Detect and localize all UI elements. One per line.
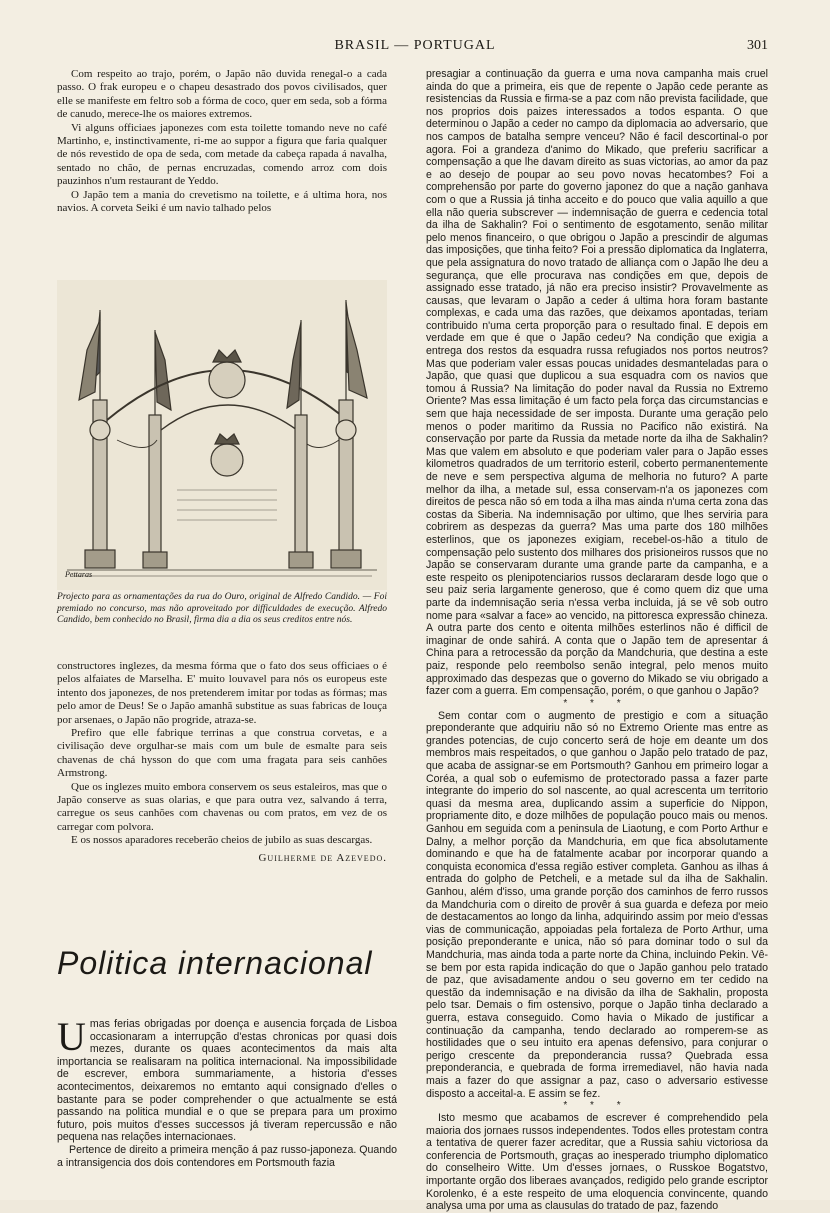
section-separator: * * * — [563, 1100, 631, 1112]
section-separator: * * * — [563, 697, 631, 709]
paragraph: Vi alguns officiaes japonezes com esta toilette tomando neve no café Martinho, e, instinctivamente, ri-me ao suppor a figura que faria qualquer de nós revestido de opa de seda, com metade da cabeça rapada á navalha, sentado no chão, de pernas encruzadas, comendo arroz com dois pauzinhos n'um restaurant de Yeddo. — [57, 121, 387, 188]
paragraph: Isto mesmo que acabamos de escrever é comprehendido pela maioria dos jornaes russos independentes. Todos elles protestam contra a tentativa de querer fazer acreditar, que a Russia sahiu victoriosa da conferencia de Portsmouth, graças ao inesperado triumpho diplomatico do conselheiro Witte. Um d'esses jornaes, o Russkoe Bogatstvo, importante orgão dos liberaes avançados, redigido pelo grande escriptor Korolenko, é a este respeito de uma eloquencia convincente, quando analysa uma por uma as clausulas do tratado de paz, fazendo — [426, 1112, 768, 1213]
section-title: Politica internacional — [57, 945, 373, 981]
page-number: 301 — [747, 38, 768, 53]
drop-cap: U — [57, 1014, 86, 1059]
paragraph: constructores inglezes, da mesma fórma que o fato dos seus officiaes o é pelos alfaiates de Marselha. E' muito louvavel para nós os europeus este intento dos japonezes, de nos pretenderem imitar por todas as fórmas; mas pelo amor de Deus! Se o Japão amanhã substitue as suas fabricas de louça por arsenaes, o Japão não progride, atraza-se. — [57, 660, 387, 726]
engraving-drawing — [57, 280, 387, 590]
figure-caption — [57, 592, 387, 627]
artist-signature: Pettaras — [65, 570, 93, 579]
paragraph: Com respeito ao trajo, porém, o Japão não duvida renegal-o a cada passo. O frak europeu e o chapeu desastrado dos povos civilisados, quer elle se manifeste em feltro sob a fórma de coco, quer em seda, sob a fórma de canudo, merece-lhe os maiores extremos. — [57, 68, 387, 121]
paragraph: E os nossos aparadores receberão cheios de jubilo as suas descargas. — [71, 834, 373, 847]
paragraph: presagiar a continuação da guerra e uma nova campanha mais cruel ainda do que a primeira, eis que de repente o Japão cede perante as resistencias da Russia e firma-se a paz com não prevista facilidade, que nos proprios dois paizes interessados a todos espanta. O que determinou o Japão a ceder no campo da diplomacia ao adversario, que nos campos de batalha sempre venceu? Não é facil descortinal-o por agora. Foi a grandeza d'animo do Mikado, que preferiu sacrificar a compensação a que lhe davam direito as suas victorias, ao amor da paz e ao desejo de poupar ao seu povo novas hecatombes? Foi a comprehensão por parte do governo japonez do que a nação ganhava com o que a Russia já tinha acceito e do pouco que valia aquillo a que ella não queria subscrever — indemnisação de guerra e cedencia total da ilha de Sakhalin? Foi o sentimento de esgotamento, senão militar pelo menos financeiro, o que obrigou o Japão a prescindir de algumas das imposições, que tinha feito? Foi a pressão diplomatica da Inglaterra, que pela assignatura do novo tratado de alliança com o Japão lhe deu a segurança, que elle procurava nas condições em que, depois de assignado esse tratado, já não era preciso insistir? Provavelmente as causas, que levaram o Japão a ceder á ultima hora foram bastante complexas, e cada uma das razões, que deixamos apontadas, teriam contribuido n'uma certa proporção para o resultado final. E depois em verdade em que é que o Japão cedeu? Na condição que exigia a entrega dos restos da esquadra russa refugiados nos portos neutros? Mas que poderiam valer essas poucas unidades desmanteladas para o Japão, que quasi que duplicou a sua esquadra com os navios que tomou á Russia? Na limitação do poder naval da Russia no Extremo Oriente? Mas essa limitação é um facto pela força das circumstancias e sem que haja necessidade de ser imposta. Durante uma geração pelo menos o poder maritimo da Russia no Pacifico não existirá. Na conservação por parte da Russia da metade norte da ilha de Sakhalin? Mas que valem em absoluto e que poderiam valer para o Japão esses kilometros quadrados de um territorio esteril, coberto permanentemente de neve e sem perspectiva alguma de melhoria no futuro? A parte melhor da ilha, a metade sul, essa conservam-n'a os japonezes com direitos de pesca não só em toda a ilha mas ainda n'uma certa zona das costas da Siberia. Na indemnisação por ultimo, que lhes serviria para cobrirem as despezas da guerra? Mas uma parte dos 180 milhões esterlinos, que os japonezes exigiam, recebel-os-hão a titulo de compensação pelo sustento dos milhares dos prisioneiros russos que no Japão se conservaram durante uma grande parte da campanha, e a este respeito os plenipotenciarios russos declararam desde logo que o seu paiz seria largamente generoso, que é como quem diz que uma parte da indemnisação seria n'essa verba incluida, já se vê sob outro nome para «salvar a face» ao vencido, na pittoresca expressão chineza. A outra parte dos cento e oitenta milhões esterlinos não é difficil de imaginar de onde sahirá. A conta que o Japão tem de apresentar á China para a retrocessão da porção da Mandchuria, que destina a este paiz, responde pelo reembolso senão integral, pelo menos muito approximado das despezas que o governo do Mikado se viu obrigado a fazer com a guerra. Em compensação, porém, o que ganhou o Japão? — [426, 68, 768, 698]
paragraph: O Japão tem a mania do crevetismo na toilette, e á ultima hora, nos navios. A corveta Seiki é um navio talhado pelos — [57, 188, 387, 215]
article-paragraph: mas ferias obrigadas por doença e ausencia forçada de Lisboa occasionaram a interrupção d'estas chronicas por quasi dois mezes, durante os quaes acontecimentos da mais alta importancia se realisaram na politica internacional. Na impossibilidade de escrever, embora summariamente, a historia d'esses acontecimentos, deixaremos no emtanto aqui consignado d'elles o bastante para se poder comprehender o que actualmente se está passando na politica mundial e o que se prepara para um proximo futuro, pois muitos d'esses successos já tiveram repercussão e não pequena nas relações internacionaes. — [57, 1018, 397, 1144]
article-politica — [57, 1014, 397, 1169]
page-header — [0, 38, 830, 60]
author-signature: Guilherme de Azevedo. — [258, 851, 387, 864]
paragraph: Que os inglezes muito embora conservem os seus estaleiros, mas que o Japão conserve as suas olarias, e que para outra vez, salvando á terra, carregue os seus canhões com chavenas ou com pratos, em vez de os carregar com polvora. — [57, 780, 387, 833]
paragraph: Prefiro que elle fabrique terrinas a que construa corvetas, e a civilisação deve orgulhar-se mais com um bule de esmalte para seis chavenas de chá hysson do que com uma fragata para seis canhões Armstrong. — [57, 727, 387, 780]
left-column-top — [57, 68, 387, 276]
right-column — [426, 68, 768, 1213]
article-paragraph: Pertence de direito a primeira menção á paz russo-japoneza. Quando a intransigencia dos dois contendores em Portsmouth fazia — [57, 1143, 397, 1169]
caption-text: Projecto para as ornamentações da rua do Ouro, original de Alfredo Candido. — Foi premiado no concurso, mas não aproveitado por difficuldades de execução. Alfredo Candido, bem conhecido no Brasil, firma dia a dia os seus creditos entre nós. — [57, 592, 387, 626]
left-column-bottom — [57, 660, 387, 900]
paragraph: Sem contar com o augmento de prestigio e com a situação preponderante que adquiriu não só no Extremo Oriente mas entre as grandes potencias, de cujo concerto será de hoje em deante um dos membros mais respeitados, o que ganhou o Japão pelo tratado de paz, que acaba de assignar-se em Portsmouth? Ganhou em primeiro logar a Coréa, a qual sob o eufemismo de protectorado passa a fazer parte integrante do imperio do sol nascente, ao qual acrescenta um territorio quasi da mesma area, duplicando assim a superficie do Nippon, propriamente dito, e doze milhões de população pouco mais ou menos. Ganhou em seguida com a peninsula de Liaotung, e com Porto Arthur e Dalny, a melhor porção da Mandchuria, em que fica absolutamente dominando e que ha de fatalmente acabar por incorporar quando a conquista economica d'essa região estiver completa. Ganhou as ilhas á entrada do golpho de Petcheli, e a metade sul da ilha de Sakhalin. Ganhou, além d'isso, uma grande porção dos caminhos de ferro russos da Mandchuria com o direito de provêr á sua guarda e defeza por meio de destacamentos ao longo da linha, adquirindo assim por meio d'essas vias de communicação, appoiadas pela fortaleza de Porto Arthur, uma posição preponderante e unica, não só para dominar todo o sul da Mandchuria, mas ainda toda a parte norte da China, incluindo Pekin. Vê-se bem por esta rapida indicação do que o Japão ganhou pelo tratado de paz, que avisadamente andou o seu governo em ter cedido na questão da indemnisação e na divisão da ilha de Sakhalin, proposta pelo tsar. Demais o fim ostensivo, porque o Japão tinha declarado a guerra, estava conseguido. Como havia o Mikado de justificar a continuação da campanha, tendo declarado ao romperem-se as hostilidades que o seu intuito era apenas defensivo, para conjurar o perigo crescente da preponderancia russa? Quebrada essa preponderancia, e quebrada de forma irremediavel, não havia nada mais a fazer do que assignar a paz, caso o adversario estivesse disposto a acceital-a. E assim se fez. — [426, 709, 768, 1100]
running-title: BRASIL — PORTUGAL — [334, 38, 496, 53]
illustration-street-decoration — [57, 280, 387, 590]
